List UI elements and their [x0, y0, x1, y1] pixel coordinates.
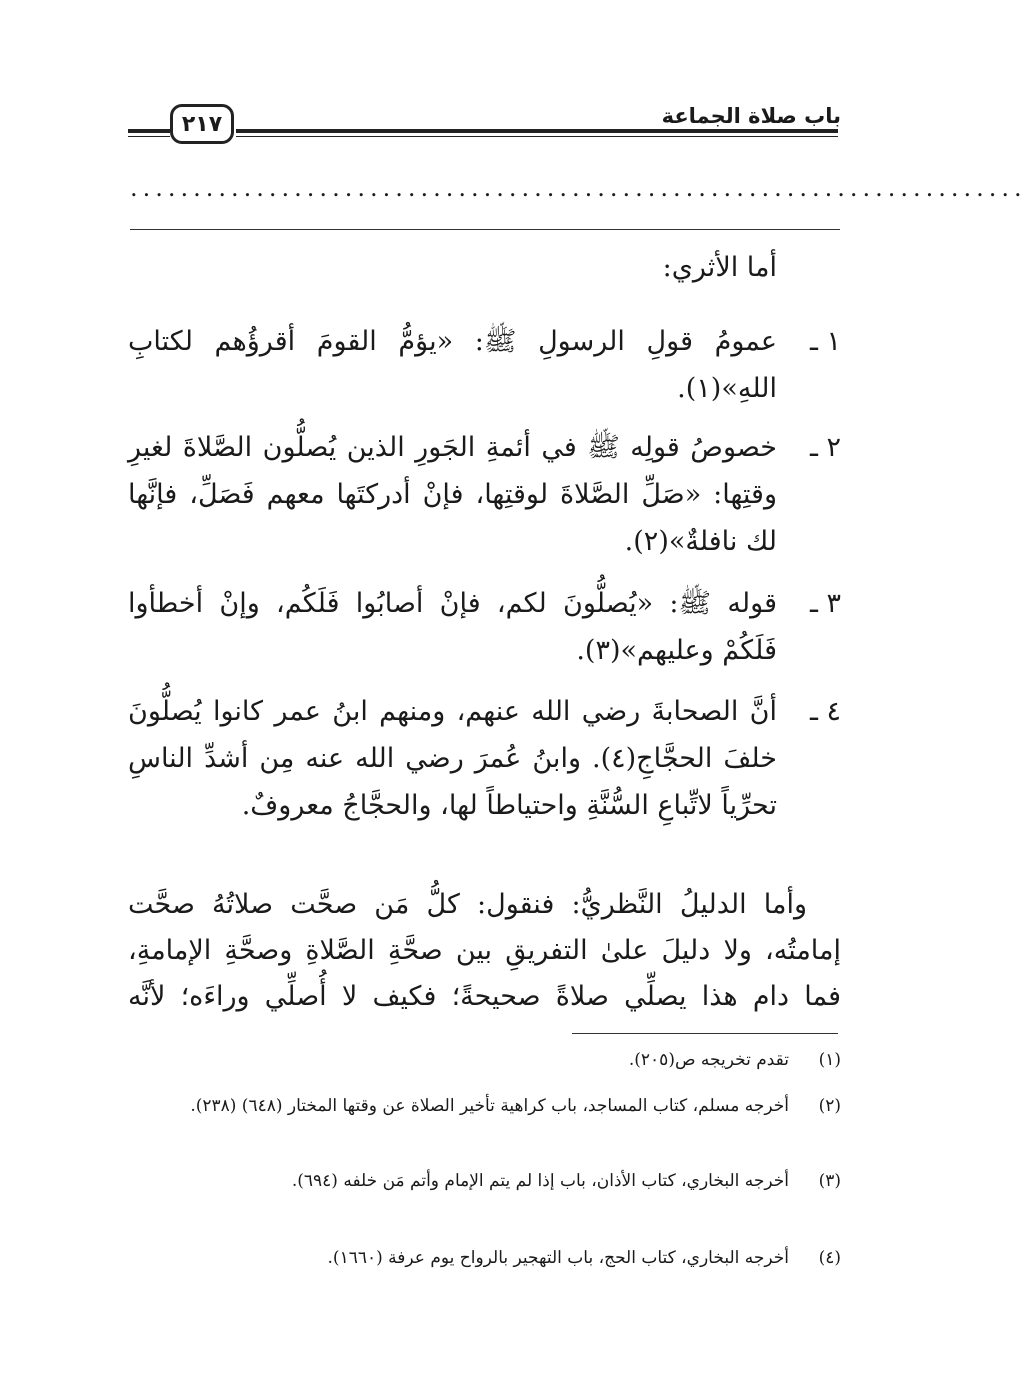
page-number: ٢١٧: [181, 111, 223, 137]
list-item-number: ٢ ـ: [809, 432, 841, 463]
footnote-number: (٢): [818, 1096, 841, 1116]
list-item-number: ٤ ـ: [809, 696, 841, 727]
list-item-number: ٣ ـ: [809, 588, 841, 619]
list-item-text: خصوصُ قولِه ﷺ في أئمةِ الجَورِ الذين يُصلُّون الصَّلاةَ لغيرِ وقتِها: «صَلِّ الصَّلاةَ لوقتِها، فإنْ أدركتَها معهم فَصَلِّ، فإنَّها لك نافلةٌ»(٢).: [128, 432, 777, 557]
section-heading: أما الأثري:: [662, 252, 777, 283]
header-rule-left-thick: [128, 129, 170, 133]
footnote-text: أخرجه البخاري، كتاب الحج، باب التهجير بالرواح يوم عرفة (١٦٦٠).: [327, 1248, 789, 1268]
list-item-text: عمومُ قولِ الرسولِ ﷺ: «يؤمُّ القومَ أقرؤُهم لكتابِ اللهِ»(١).: [128, 326, 777, 404]
list-item-text: قوله ﷺ: «يُصلُّونَ لكم، فإنْ أصابُوا فَلَكُم، وإنْ أخطأوا فَلَكُمْ وعليهم»(٣).: [128, 588, 777, 666]
footnote: [128, 1092, 841, 1121]
separator-line: [130, 229, 840, 230]
list-item: [128, 580, 841, 674]
list-item-text: أنَّ الصحابةَ رضي الله عنهم، ومنهم ابنُ عمر كانوا يُصلُّونَ خلفَ الحجَّاجِ(٤). وابنُ عُمرَ رضي الله عنه مِن أشدِّ الناسِ تحرِّياً لاتِّباعِ السُّنَّةِ واحتياطاً لها، والحجَّاجُ معروفٌ.: [128, 696, 777, 821]
header-rule-right-thin: [236, 136, 838, 137]
footnote-number: (١): [818, 1050, 841, 1070]
dotted-separator: .......................................................................: [130, 174, 1027, 202]
footnote-number: (٤): [818, 1248, 841, 1268]
footnote-rule: [572, 1033, 838, 1034]
page-number-box: [170, 104, 234, 144]
footnote-text: تقدم تخريجه ص(٢٠٥).: [628, 1050, 789, 1070]
footnote-number: (٣): [818, 1171, 841, 1191]
footnote: [128, 1167, 841, 1196]
footnote-text: أخرجه البخاري، كتاب الأذان، باب إذا لم يتم الإمام وأتم مَن خلفه (٦٩٤).: [291, 1171, 789, 1191]
footnote-text: أخرجه مسلم، كتاب المساجد، باب كراهية تأخير الصلاة عن وقتها المختار (٦٤٨) (٢٣٨).: [190, 1096, 789, 1116]
header-rule-left-thin: [128, 136, 170, 137]
footnote: [128, 1244, 841, 1273]
list-item-number: ١ ـ: [809, 326, 841, 357]
list-item: [128, 688, 841, 829]
list-item: [128, 318, 841, 412]
list-item: [128, 424, 841, 565]
chapter-title: باب صلاة الجماعة: [661, 104, 841, 128]
body-paragraph: وأما الدليلُ النَّظريُّ: فنقول: كلُّ مَن صحَّت صلاتُهُ صحَّت إمامتُه، ولا دليلَ علىٰ التفريقِ بين صحَّةِ الصَّلاةِ وصحَّةِ الإمامةِ، فما دام هذا يصلِّي صلاةً صحيحةً؛ فكيف لا أُصلِّي وراءَه؛ لأنَّه: [128, 889, 841, 1012]
footnote: [128, 1046, 841, 1075]
header-rule-right-thick: [236, 129, 838, 133]
